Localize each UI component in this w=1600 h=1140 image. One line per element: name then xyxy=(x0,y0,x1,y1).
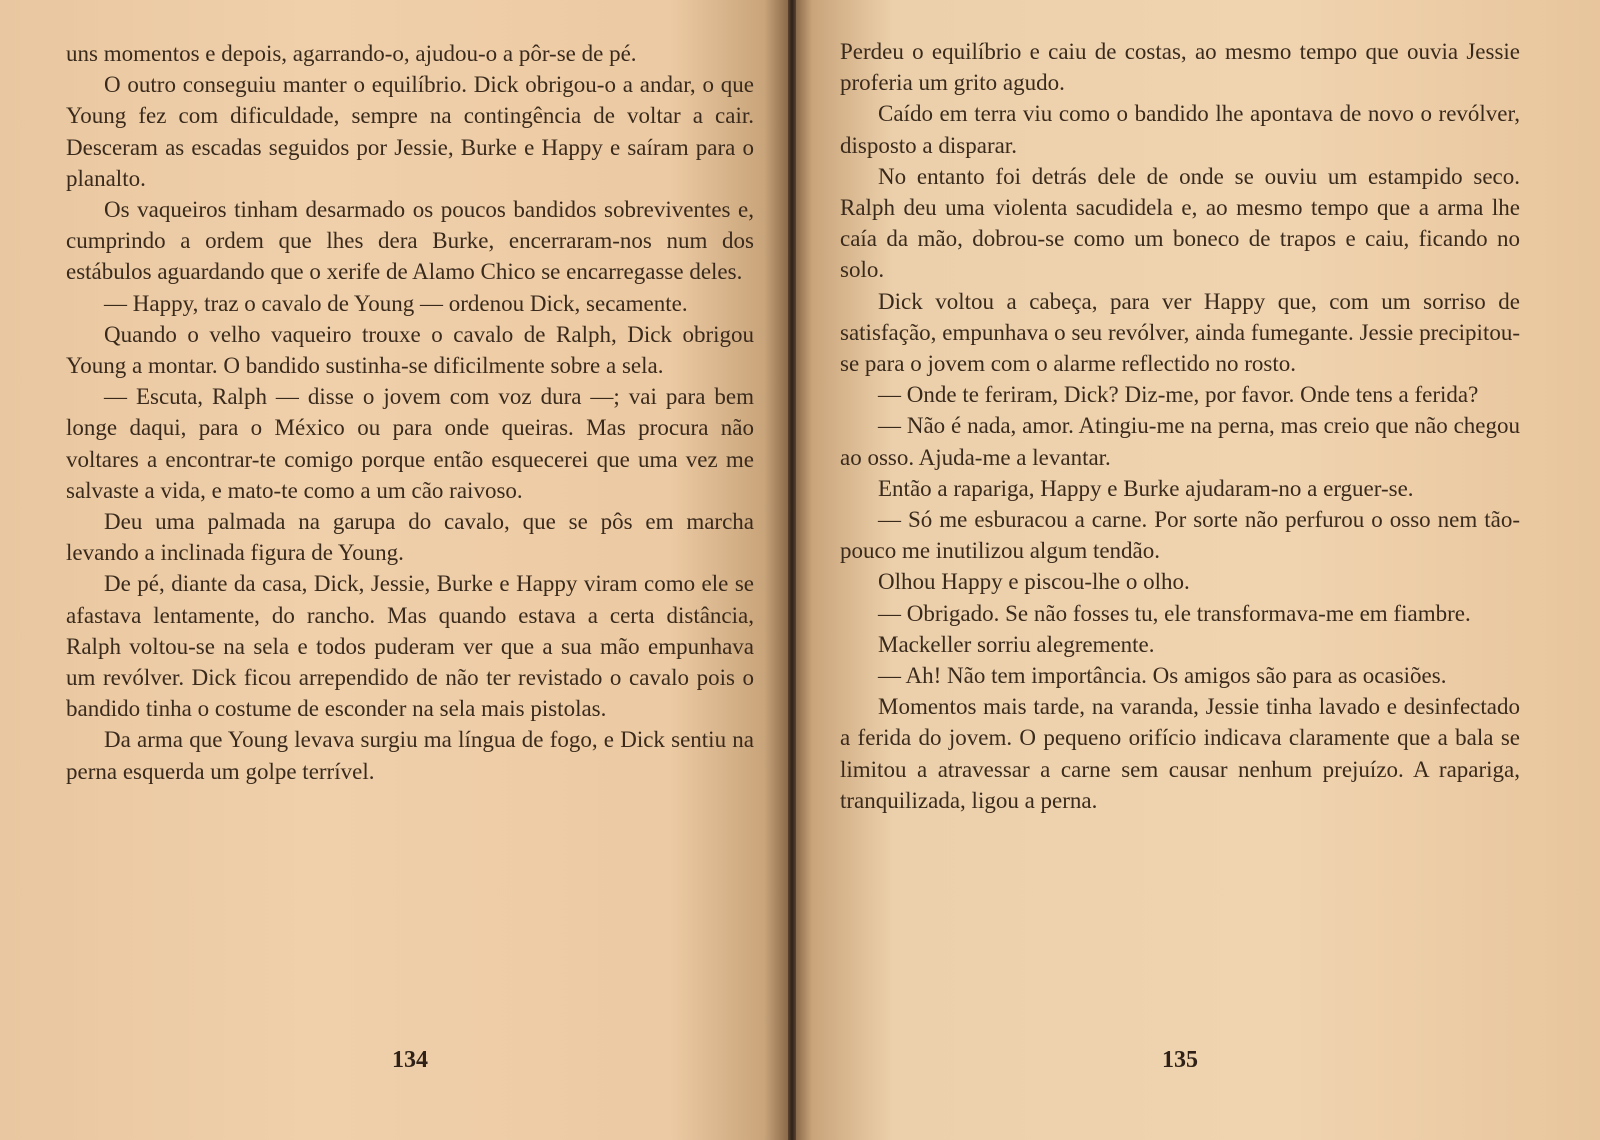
right-paragraph-7: Então a rapariga, Happy e Burke ajudaram-no a erguer-se. xyxy=(878,475,1414,501)
right-paragraph-4: Dick voltou a cabeça, para ver Happy que, com um sorriso de satisfação, empunhava o seu revólver, ainda fumegante. Jessie precipitou-se para o jovem com o alarme reflectido no rosto. xyxy=(840,288,1520,377)
right-paragraph-2: Caído em terra viu como o bandido lhe apontava de novo o revólver, disposto a disparar. xyxy=(840,101,1520,158)
right-paragraph-8: — Só me esburacou a carne. Por sorte não perfurou o osso nem tão-pouco me inutilizou algum tendão. xyxy=(840,507,1520,564)
right-paragraph-3: No entanto foi detrás dele de onde se ouviu um estampido seco. Ralph deu uma violenta sacudidela e, ao mesmo tempo que a arma lhe caía da mão, dobrou-se como um boneco de trapos e caiu, ficando no solo. xyxy=(840,163,1520,283)
left-paragraph-4: — Happy, traz o cavalo de Young — ordenou Dick, secamente. xyxy=(104,290,688,316)
left-paragraph-7: Deu uma palmada na garupa do cavalo, que se pôs em marcha levando a inclinada figura de Young. xyxy=(66,509,754,566)
right-paragraph-10: — Obrigado. Se não fosses tu, ele transformava-me em fiambre. xyxy=(878,600,1471,626)
left-paragraph-8: De pé, diante da casa, Dick, Jessie, Burke e Happy viram como ele se afastava lentamente, do rancho. Mas quando estava a certa distância, Ralph voltou-se na sela e todos puderam ver que a sua mão empunhava um revólver. Dick ficou arrependido de não ter revistado o cavalo pois o bandido tinha o costume de esconder na sela mais pistolas. xyxy=(66,571,754,722)
left-paragraph-2: O outro conseguiu manter o equilíbrio. Dick obrigou-o a andar, o que Young fez com dificuldade, sempre na contingência de voltar a cair. Desceram as escadas seguidos por Jessie, Burke e Happy e saíram para o planalto. xyxy=(66,72,754,191)
right-paragraph-13: Momentos mais tarde, na varanda, Jessie tinha lavado e desinfectado a ferida do jovem. O pequeno orifício indicava claramente que a bala se limitou a atravessar a carne sem causar nenhum prejuízo. A rapariga, tranquilizada, ligou a perna. xyxy=(840,694,1520,813)
left-paragraph-1: uns momentos e depois, agarrando-o, ajudou-o a pôr-se de pé. xyxy=(66,41,637,66)
book-gutter xyxy=(788,0,796,1140)
left-paragraph-9: Da arma que Young levava surgiu ma língua de fogo, e Dick sentiu na perna esquerda um golpe terrível. xyxy=(66,727,754,784)
right-paragraph-9: Olhou Happy e piscou-lhe o olho. xyxy=(878,569,1190,595)
right-page xyxy=(796,0,1600,1140)
right-paragraph-1: Perdeu o equilíbrio e caiu de costas, ao mesmo tempo que ouvia Jessie proferia um grito agudo. xyxy=(840,39,1520,96)
left-paragraph-6: — Escuta, Ralph — disse o jovem com voz dura —; vai para bem longe daqui, para o México ou para onde queiras. Mas procura não voltares a encontrar-te comigo porque então esquecerei que uma vez me salvaste a vida, e mato-te como a um cão raivoso. xyxy=(66,384,754,503)
right-paragraph-12: — Ah! Não tem importância. Os amigos são para as ocasiões. xyxy=(878,663,1447,689)
left-paragraph-5: Quando o velho vaqueiro trouxe o cavalo de Ralph, Dick obrigou Young a montar. O bandido sustinha-se dificilmente sobre a sela. xyxy=(66,321,754,379)
left-page-number: 134 xyxy=(392,1046,428,1073)
left-paragraph-3: Os vaqueiros tinham desarmado os poucos bandidos sobreviventes e, cumprindo a ordem que lhes dera Burke, encerraram-nos num dos estábulos aguardando que o xerife de Alamo Chico se encarregasse deles. xyxy=(66,197,754,285)
right-paragraph-6: — Não é nada, amor. Atingiu-me na perna, mas creio que não chegou ao osso. Ajuda-me a levantar. xyxy=(840,413,1520,470)
left-page xyxy=(0,0,788,1140)
right-paragraph-5: — Onde te feriram, Dick? Diz-me, por favor. Onde tens a ferida? xyxy=(878,382,1479,408)
right-paragraph-11: Mackeller sorriu alegremente. xyxy=(878,631,1155,657)
right-page-number: 135 xyxy=(1162,1046,1198,1073)
